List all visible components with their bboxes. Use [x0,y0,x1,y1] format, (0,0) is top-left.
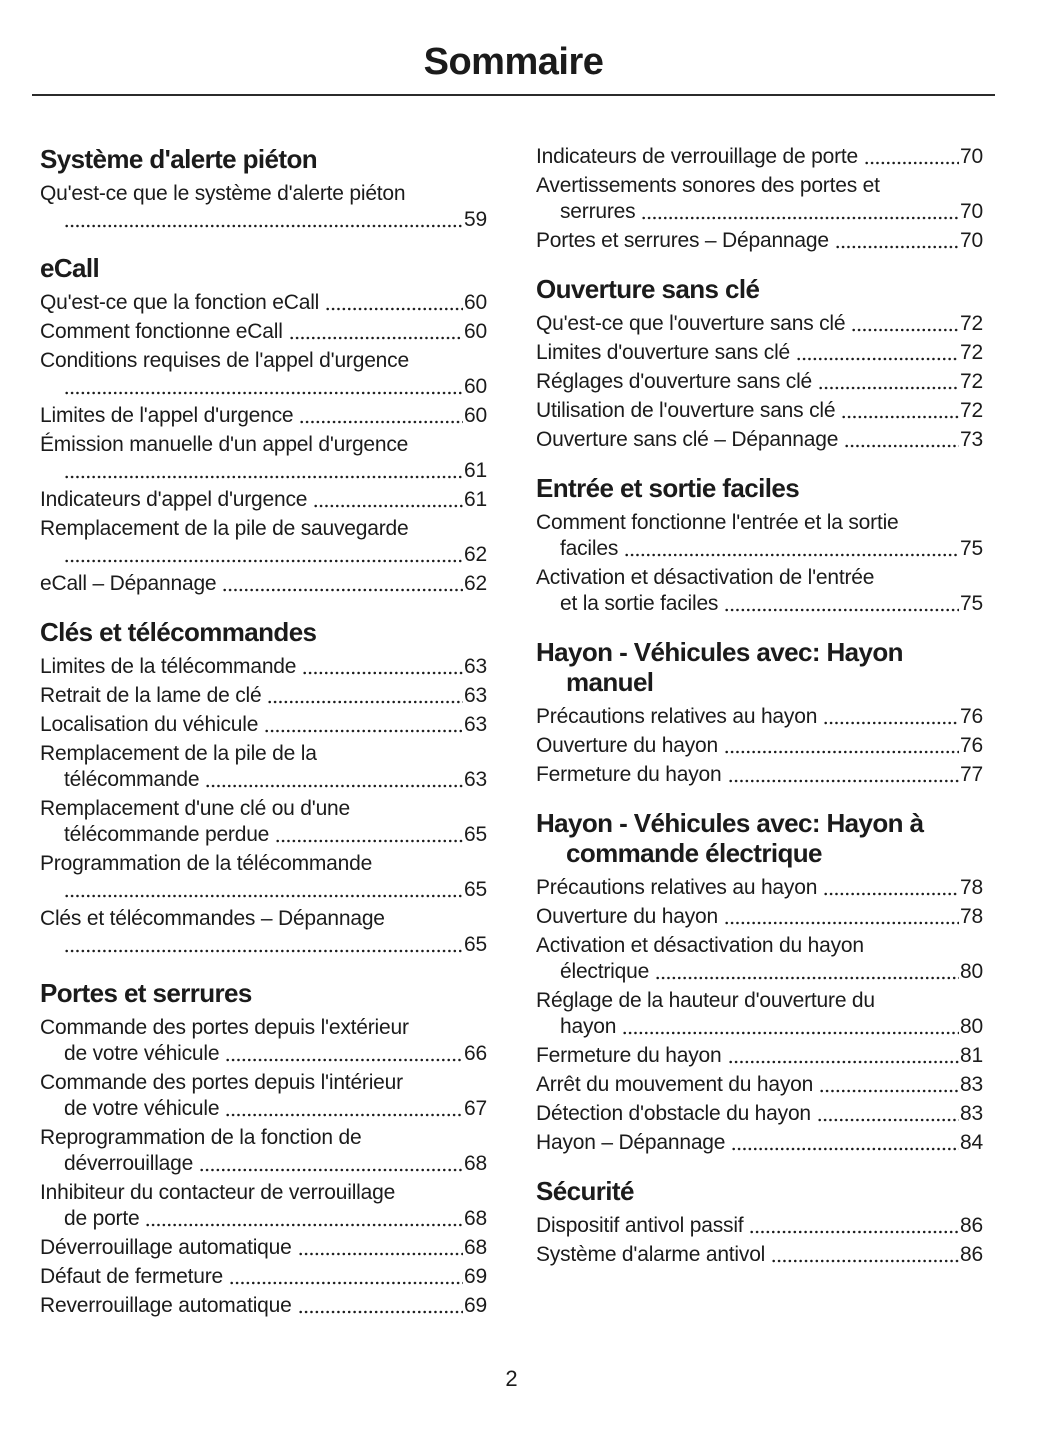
toc-line [536,144,983,170]
toc-entry-text: Précautions relatives au hayon [536,705,818,728]
toc-line: Inhibiteur du contacteur de verrouillage [40,1181,396,1204]
toc-entry-text: déverrouillage [64,1152,194,1175]
toc-line [40,1293,487,1319]
toc-column-right [536,144,983,1322]
dot-leader [624,552,959,558]
section-heading: Entrée et sortie faciles [536,473,800,503]
toc-line [536,904,983,930]
toc-entry [536,875,983,901]
page-ref: 77 [960,763,983,786]
toc-entry [40,403,487,429]
toc-entry [536,933,983,985]
page-ref: 69 [464,1265,487,1288]
page-ref: 84 [960,1131,983,1154]
toc-entry [40,571,487,597]
toc-entry-text: Ouverture du hayon [536,905,719,928]
page-ref: 80 [960,960,983,983]
toc-entry [536,1072,983,1098]
dot-leader [731,1146,959,1152]
toc-line: Réglage de la hauteur d'ouverture du [536,989,875,1012]
section-heading: Portes et serrures [40,978,252,1008]
toc-line [40,877,487,903]
toc-entry-text: Défaut de fermeture [40,1265,223,1288]
toc-entry [536,173,983,225]
toc-entry-text: de votre véhicule [64,1042,220,1065]
toc-entry-text: serrures [560,200,636,223]
toc-line [536,427,983,453]
toc-line [40,571,487,597]
page-ref: 60 [464,291,487,314]
toc-entry [40,290,487,316]
toc-entry [536,1213,983,1239]
dot-leader [64,893,463,899]
toc-line [536,1101,983,1127]
section-heading: eCall [40,253,100,283]
dot-leader [622,1030,959,1036]
toc-line [40,403,487,429]
toc-line [40,767,487,793]
toc-line [40,683,487,709]
toc-line [40,932,487,958]
toc-line [536,1130,983,1156]
toc-line [536,340,983,366]
page-ref: 76 [960,734,983,757]
dot-leader [851,327,959,333]
toc-line [536,1043,983,1069]
toc-entry [536,340,983,366]
toc-entry [536,1101,983,1127]
dot-leader [222,587,463,593]
page-ref: 72 [960,399,983,422]
toc-line [40,1235,487,1261]
dot-leader [199,1167,463,1173]
section-heading: Sécurité [536,1176,634,1206]
toc-entry [40,432,487,484]
dot-leader [724,749,959,755]
toc-entry-text: Arrêt du mouvement du hayon [536,1073,814,1096]
toc-entry-text: faciles [560,537,619,560]
toc-line [536,1014,983,1040]
toc-entry-text: Qu'est-ce que la fonction eCall [40,291,320,314]
toc-line [536,228,983,254]
page-ref: 62 [464,543,487,566]
section-heading: Hayon - Véhicules avec: Hayon à commande électrique [536,808,924,868]
page-ref: 86 [960,1214,983,1237]
page-number: 2 [505,1366,518,1391]
toc-entry [40,683,487,709]
section-heading: Clés et télécommandes [40,617,317,647]
toc-line [536,704,983,730]
toc-entry [40,906,487,958]
toc-line [40,374,487,400]
toc-columns [40,144,1055,1322]
page-ref: 61 [464,488,487,511]
toc-entry-text: télécommande perdue [64,823,270,846]
dot-leader [313,503,463,509]
page-ref: 59 [464,208,487,231]
toc-line [536,398,983,424]
toc-line [40,712,487,738]
page-ref: 80 [960,1015,983,1038]
dot-leader [641,215,959,221]
page-ref: 73 [960,428,983,451]
toc-entry-text: Comment fonctionne eCall [40,320,283,343]
toc-entry [40,1070,487,1122]
page-ref: 72 [960,312,983,335]
toc-line [40,458,487,484]
toc-entry-text: Indicateurs d'appel d'urgence [40,488,308,511]
toc-entry [536,311,983,337]
toc-entry [536,762,983,788]
dot-leader [225,1057,463,1063]
toc-line: Commande des portes depuis l'extérieur [40,1016,409,1039]
page-ref: 72 [960,370,983,393]
toc-entry-text: Reverrouillage automatique [40,1294,292,1317]
toc-entry-text: et la sortie faciles [560,592,719,615]
dot-leader [819,1088,959,1094]
toc-line [536,733,983,759]
page-ref: 62 [464,572,487,595]
dot-leader [325,306,463,312]
toc-entry-text: Réglages d'ouverture sans clé [536,370,813,393]
toc-line [40,207,487,233]
page-ref: 63 [464,684,487,707]
title-divider [32,94,995,96]
toc-entry-text: Déverrouillage automatique [40,1236,292,1259]
toc-line [40,1264,487,1290]
toc-entry-text: Ouverture sans clé – Dépannage [536,428,839,451]
toc-entry [40,319,487,345]
dot-leader [749,1229,959,1235]
toc-entry [40,1264,487,1290]
toc-line [40,542,487,568]
page-ref: 83 [960,1073,983,1096]
dot-leader [275,838,463,844]
toc-entry-text: Précautions relatives au hayon [536,876,818,899]
toc-line: Conditions requises de l'appel d'urgence [40,349,409,372]
dot-leader [302,670,463,676]
page-ref: 75 [960,537,983,560]
toc-line: Comment fonctionne l'entrée et la sortie [536,511,899,534]
toc-entry-text: Retrait de la lame de clé [40,684,262,707]
toc-line: Émission manuelle d'un appel d'urgence [40,433,409,456]
toc-entry-text: Indicateurs de verrouillage de porte [536,145,859,168]
page-ref: 66 [464,1042,487,1065]
toc-line [536,591,983,617]
toc-line: Remplacement d'une clé ou d'une [40,797,351,820]
toc-entry [536,1043,983,1069]
toc-entry [536,228,983,254]
section-heading: Hayon - Véhicules avec: Hayon manuel [536,637,903,697]
toc-entry [40,741,487,793]
toc-line [40,319,487,345]
page-ref: 70 [960,200,983,223]
toc-line [536,762,983,788]
dot-leader [225,1112,463,1118]
toc-line [536,959,983,985]
page-ref: 63 [464,713,487,736]
toc-entry [536,510,983,562]
toc-line: Reprogrammation de la fonction de [40,1126,362,1149]
page-title: Sommaire [423,41,604,83]
toc-line [536,311,983,337]
toc-entry [40,487,487,513]
toc-entry [536,733,983,759]
page-ref: 86 [960,1243,983,1266]
dot-leader [724,607,959,613]
toc-line [40,822,487,848]
dot-leader [298,1309,463,1315]
toc-entry [40,1125,487,1177]
page-ref: 76 [960,705,983,728]
toc-entry-text: eCall – Dépannage [40,572,217,595]
toc-line [536,1213,983,1239]
page-ref: 68 [464,1236,487,1259]
toc-entry [40,712,487,738]
toc-line [40,1041,487,1067]
toc-entry [40,654,487,680]
dot-leader [64,558,463,564]
toc-entry-text: Fermeture du hayon [536,763,722,786]
toc-entry [536,1242,983,1268]
page-ref: 65 [464,933,487,956]
toc-entry [40,1293,487,1319]
toc-line: Qu'est-ce que le système d'alerte piéton [40,182,406,205]
toc-entry-text: Limites d'ouverture sans clé [536,341,791,364]
toc-entry [536,398,983,424]
toc-entry-text: Fermeture du hayon [536,1044,722,1067]
section-heading: Système d'alerte piéton [40,144,318,174]
dot-leader [205,783,463,789]
page-ref: 65 [464,878,487,901]
page-ref: 67 [464,1097,487,1120]
dot-leader [817,1117,959,1123]
page-ref: 72 [960,341,983,364]
toc-entry [536,988,983,1040]
toc-entry [536,144,983,170]
toc-line [536,1072,983,1098]
toc-entry-text: Hayon – Dépannage [536,1131,726,1154]
toc-line: Programmation de la télécommande [40,852,373,875]
dot-leader [64,223,463,229]
toc-entry-text: de votre véhicule [64,1097,220,1120]
toc-entry-text: Ouverture du hayon [536,734,719,757]
dot-leader [64,948,463,954]
toc-line [536,875,983,901]
dot-leader [823,891,959,897]
toc-entry [536,565,983,617]
dot-leader [818,385,959,391]
toc-entry [536,704,983,730]
page-ref: 70 [960,145,983,168]
page-ref: 78 [960,905,983,928]
page-ref: 81 [960,1044,983,1067]
page-ref: 60 [464,404,487,427]
toc-entry [40,181,487,233]
toc-entry-text: Système d'alarme antivol [536,1243,766,1266]
dot-leader [298,1251,463,1257]
page-ref: 65 [464,823,487,846]
dot-leader [728,778,960,784]
dot-leader [844,443,959,449]
toc-line: Clés et télécommandes – Dépannage [40,907,385,930]
dot-leader [229,1280,463,1286]
toc-entry-text: Portes et serrures – Dépannage [536,229,829,252]
toc-line [40,290,487,316]
toc-entry [536,369,983,395]
toc-line [40,654,487,680]
page-ref: 83 [960,1102,983,1125]
toc-entry-text: hayon [560,1015,617,1038]
page-ref: 63 [464,655,487,678]
dot-leader [841,414,959,420]
toc-entry [40,516,487,568]
page-ref: 60 [464,375,487,398]
toc-entry-text: Limites de la télécommande [40,655,297,678]
toc-entry-text: Utilisation de l'ouverture sans clé [536,399,836,422]
toc-entry-text: Limites de l'appel d'urgence [40,404,294,427]
page-ref: 68 [464,1152,487,1175]
toc-entry [40,851,487,903]
toc-line: Activation et désactivation de l'entrée [536,566,875,589]
dot-leader [299,419,463,425]
toc-entry-text: Détection d'obstacle du hayon [536,1102,811,1125]
toc-line [40,487,487,513]
toc-entry [40,1015,487,1067]
toc-line: Remplacement de la pile de la [40,742,317,765]
toc-entry [40,348,487,400]
toc-entry [40,796,487,848]
toc-entry [40,1180,487,1232]
dot-leader [771,1258,959,1264]
dot-leader [835,244,959,250]
toc-entry-text: Localisation du véhicule [40,713,259,736]
toc-column-left [40,144,487,1322]
page-ref: 70 [960,229,983,252]
dot-leader [796,356,959,362]
dot-leader [264,728,463,734]
toc-line: Avertissements sonores des portes et [536,174,880,197]
toc-line [40,1096,487,1122]
page-ref: 61 [464,459,487,482]
toc-line [40,1206,487,1232]
toc-entry-text: Qu'est-ce que l'ouverture sans clé [536,312,846,335]
toc-entry [40,1235,487,1261]
dot-leader [267,699,463,705]
dot-leader [724,920,959,926]
toc-entry-text: Dispositif antivol passif [536,1214,744,1237]
toc-entry-text: de porte [64,1207,140,1230]
page-ref: 63 [464,768,487,791]
toc-line [536,199,983,225]
toc-line: Activation et désactivation du hayon [536,934,864,957]
dot-leader [823,720,959,726]
dot-leader [64,390,463,396]
toc-entry-text: télécommande [64,768,200,791]
page-ref: 68 [464,1207,487,1230]
toc-entry [536,1130,983,1156]
dot-leader [145,1222,463,1228]
toc-line: Remplacement de la pile de sauvegarde [40,517,409,540]
toc-entry [536,904,983,930]
dot-leader [655,975,959,981]
dot-leader [289,335,463,341]
page-ref: 78 [960,876,983,899]
page-ref: 69 [464,1294,487,1317]
dot-leader [64,474,463,480]
dot-leader [728,1059,960,1065]
page-ref: 60 [464,320,487,343]
toc-line [536,536,983,562]
toc-entry-text: électrique [560,960,650,983]
toc-line [536,1242,983,1268]
toc-line [40,1151,487,1177]
toc-line [536,369,983,395]
section-heading: Ouverture sans clé [536,274,760,304]
toc-line: Commande des portes depuis l'intérieur [40,1071,403,1094]
page-ref: 75 [960,592,983,615]
toc-entry [536,427,983,453]
dot-leader [864,160,959,166]
